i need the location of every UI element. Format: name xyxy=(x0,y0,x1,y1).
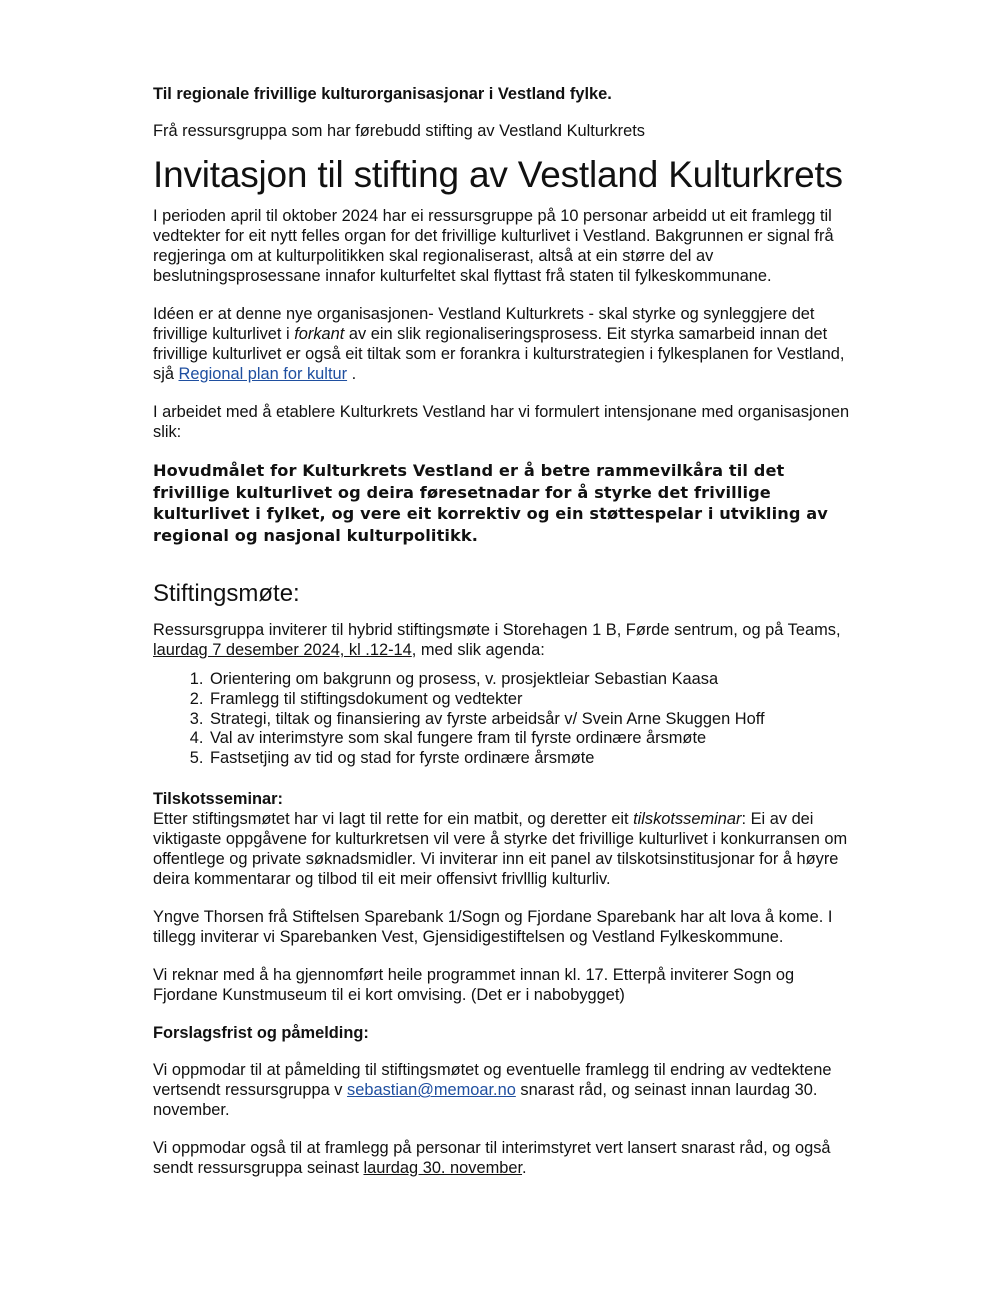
meeting-text-1: Ressursgruppa inviterer til hybrid stiftingsmøte i Storehagen 1 B, Førde sentrum, og på Teams, xyxy=(153,621,841,639)
document-title: Invitasjon til stifting av Vestland Kulturkrets xyxy=(153,154,843,195)
intro-paragraph: I perioden april til oktober 2024 har ei ressursgruppe på 10 personar arbeidd ut eit framlegg til vedtekter for eit nytt felles organ for det frivillige kulturlivet i Vestland. Bakgrunnen er signal frå regjeringa om at kulturpolitikken skal regionaliserast, altså at ein større del av beslutningsprosessane innafor kulturfeltet skal flyttast frå staten til fylkeskommunane. xyxy=(153,207,834,285)
regional-plan-link[interactable]: Regional plan for kultur xyxy=(178,365,348,383)
deadline-heading: Forslagsfrist og påmelding: xyxy=(153,1023,369,1042)
idea-text-3: . xyxy=(347,365,357,383)
program-end-paragraph: Vi reknar med å ha gjennomført heile programmet innan kl. 17. Etterpå inviterer Sogn og Fjordane Kunstmuseum til ei kort omvising. (Det er i nabobygget) xyxy=(153,965,795,1004)
guests-paragraph: Yngve Thorsen frå Stiftelsen Sparebank 1/Sogn og Fjordane Sparebank har alt lova å kome. I tillegg inviterar vi Sparebanken Vest, Gjensidigestiftelsen og Vestland Fylkeskommune. xyxy=(153,907,833,946)
registration-paragraph xyxy=(153,1060,853,1120)
addressee: Til regionale frivillige kulturorganisasjonar i Vestland fylke. xyxy=(153,85,612,103)
seminar-heading: Tilskotsseminar: xyxy=(153,789,283,808)
seminar-emphasis: tilskotsseminar xyxy=(633,809,742,828)
meeting-text-2: , med slik agenda: xyxy=(411,641,545,659)
email-link[interactable]: sebastian@memoar.no xyxy=(347,1080,516,1099)
agenda-item: 2. Framlegg til stiftingsdokument og vedtekter xyxy=(208,690,853,710)
registration-text-2: snarast råd, og seinast innan laurdag 30. november. xyxy=(153,1080,818,1119)
meeting-paragraph xyxy=(153,620,853,660)
nominations-date: laurdag 30. november xyxy=(363,1158,523,1177)
agenda-item: 3. Strategi, tiltak og finansiering av fyrste arbeidsår v/ Svein Arne Skuggen Hoff xyxy=(208,710,853,730)
seminar-text-2: : Ei av dei viktigaste oppgåvene for kulturkretsen vil vere å styrke det frivillige kulturlivet i konkurransen om offentlege og private søknadsmidler. Vi inviterar inn eit panel av tilskotsinstitusjonar for å høyre deira kommentarar og tilbod til eit meir offensivt frivlllig kulturliv. xyxy=(153,809,848,888)
agenda-list xyxy=(153,670,853,769)
agenda-item: 5. Fastsetjing av tid og stad for fyrste ordinære årsmøte xyxy=(208,749,853,769)
meeting-heading: Stiftingsmøte: xyxy=(153,580,300,607)
seminar-text-1: Etter stiftingsmøtet har vi lagt til rette for ein matbit, og deretter eit xyxy=(153,809,634,828)
idea-paragraph xyxy=(153,304,853,384)
nominations-paragraph xyxy=(153,1138,853,1178)
sender-line: Frå ressursgruppa som har førebudd stifting av Vestland Kulturkrets xyxy=(153,122,645,140)
agenda-item: 4. Val av interimstyre som skal fungere fram til fyrste ordinære årsmøte xyxy=(208,729,853,749)
idea-text-2: av ein slik regionaliseringsprosess. Eit styrka samarbeid innan det frivillige kulturlivet er også eit tiltak som er forankra i kulturstrategien i fylkesplanen for Vestland, sjå xyxy=(153,325,845,383)
agenda-item: 1. Orientering om bakgrunn og prosess, v. prosjektleiar Sebastian Kaasa xyxy=(208,670,853,690)
main-goal-statement: Hovudmålet for Kulturkrets Vestland er å betre rammevilkåra til det frivillige kulturlivet og deira føresetnadar for å styrke det frivillige kulturlivet i fylket, og vere eit korrektiv og ein støttespelar i utvikling av regional og nasjonal kulturpolitikk. xyxy=(153,461,828,545)
seminar-paragraph xyxy=(153,809,853,889)
meeting-date: laurdag 7 desember 2024, kl .12-14 xyxy=(153,641,412,659)
idea-text-1: Idéen er at denne nye organisasjonen- Vestland Kulturkrets - skal styrke og synleggjere det frivillige kulturlivet i xyxy=(153,305,815,343)
nominations-text-1: Vi oppmodar også til at framlegg på personar til interimstyret vert lansert snarast råd, og også sendt ressursgruppa seinast xyxy=(153,1138,831,1177)
intentions-intro: I arbeidet med å etablere Kulturkrets Vestland har vi formulert intensjonane med organisasjonen slik: xyxy=(153,403,850,441)
registration-text-1: Vi oppmodar til at påmelding til stiftingsmøtet og eventuelle framlegg til endring av vedtektene vertsendt ressursgruppa v xyxy=(153,1060,832,1099)
letter-page xyxy=(153,84,853,1178)
idea-emphasis: forkant xyxy=(294,325,345,343)
nominations-text-2: . xyxy=(522,1158,527,1177)
